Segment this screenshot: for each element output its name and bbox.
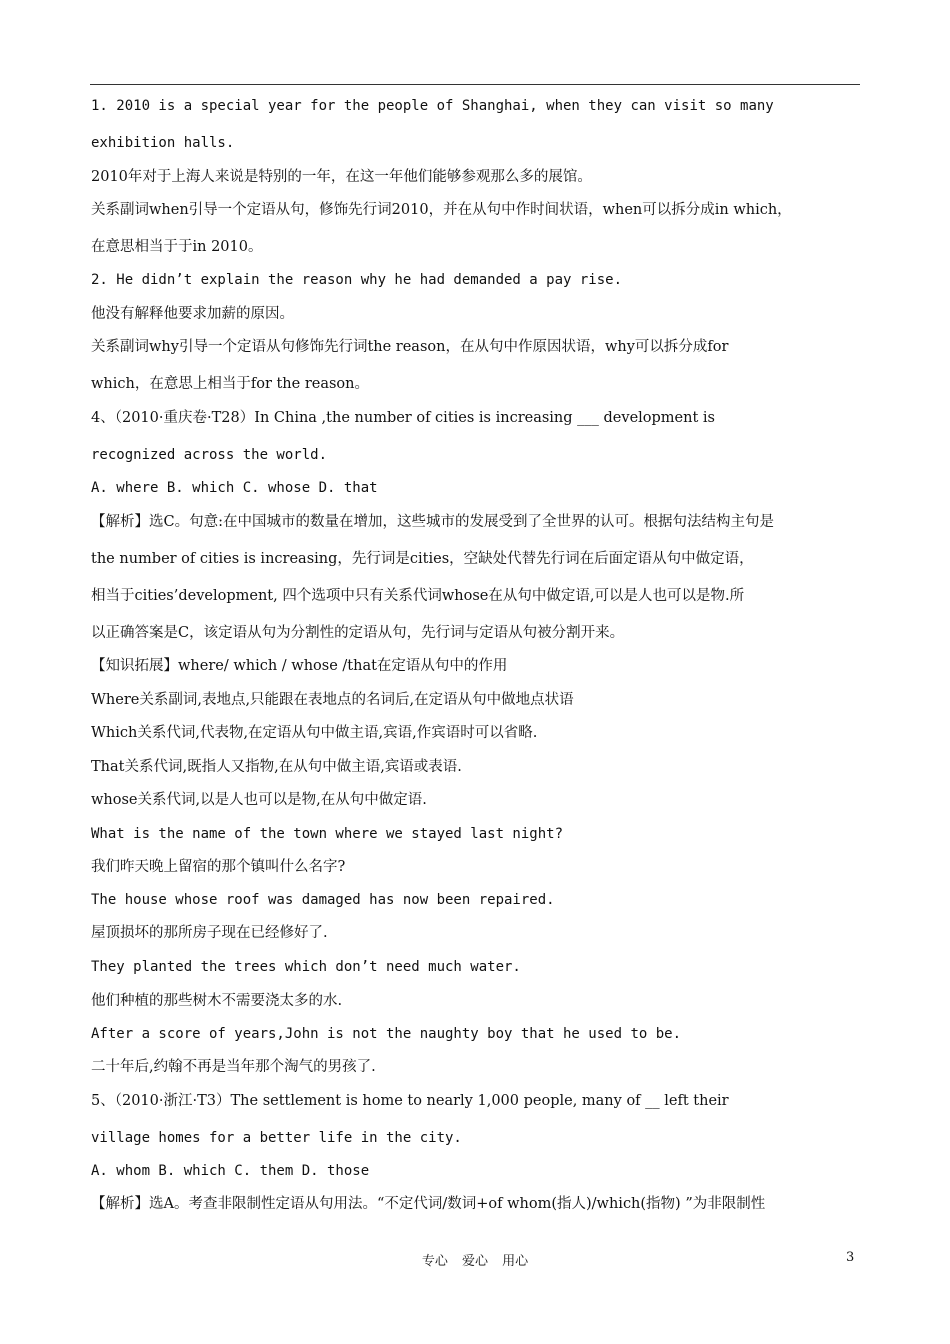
text-line: 相当于cities’development, 四个选项中只有关系代词whose在从句中做定语,可以是人也可以是物.所 (91, 588, 745, 604)
text-line: 他们种植的那些树木不需要浇太多的水. (91, 993, 343, 1009)
text-line: the number of cities is increasing，先行词是cities，空缺处代替先行词在后面定语从句中做定语， (91, 551, 754, 567)
text-line: village homes for a better life in the city. (91, 1130, 462, 1146)
text-line: Which关系代词,代表物,在定语从句中做主语,宾语,作宾语时可以省略. (91, 725, 538, 741)
text-line: 在意思相当于于in 2010。 (91, 239, 263, 255)
text-line: 5、（2010·浙江·T3）The settlement is home to nearly 1,000 people, many of __ left their (91, 1093, 729, 1109)
text-line: 2. He didn’t explain the reason why he had demanded a pay rise. (91, 272, 623, 288)
text-line: 【解析】选A。考查非限制性定语从句用法。“不定代词/数词+of whom(指人)/which(指物) ”为非限制性 (91, 1196, 766, 1212)
text-line: That关系代词,既指人又指物,在从句中做主语,宾语或表语. (91, 759, 462, 775)
text-line: 我们昨天晚上留宿的那个镇叫什么名字? (91, 859, 346, 875)
text-line: 他没有解释他要求加薪的原因。 (91, 306, 294, 322)
text-line: whose关系代词,以是人也可以是物,在从句中做定语. (91, 792, 427, 808)
text-line: What is the name of the town where we stayed last night? (91, 826, 564, 842)
text-line: Where关系副词,表地点,只能跟在表地点的名词后,在定语从句中做地点状语 (91, 692, 574, 708)
text-line: 二十年后,约翰不再是当年那个淘气的男孩了. (91, 1059, 376, 1075)
text-line: 以正确答案是C，该定语从句为分割性的定语从句，先行词与定语从句被分割开来。 (91, 625, 625, 641)
text-line: After a score of years,John is not the naughty boy that he used to be. (91, 1026, 682, 1042)
text-line: 2010年对于上海人来说是特别的一年，在这一年他们能够参观那么多的展馆。 (91, 169, 592, 185)
text-line: 4、（2010·重庆卷·T28）In China ,the number of cities is increasing ___ development is (91, 410, 715, 426)
text-line: exhibition halls. (91, 135, 235, 151)
text-line: The house whose roof was damaged has now been repaired. (91, 892, 555, 908)
text-line: 【解析】选C。句意:在中国城市的数量在增加，这些城市的发展受到了全世界的认可。根据句法结构主句是 (91, 514, 774, 530)
text-line: which，在意思上相当于for the reason。 (91, 376, 370, 392)
header-rule (90, 84, 860, 85)
text-line: recognized across the world. (91, 447, 328, 463)
text-line: 【知识拓展】where/ which / whose /that在定语从句中的作用 (91, 658, 508, 674)
footer-motto: 专心 爱心 用心 (421, 1254, 529, 1269)
page-number: 3 (846, 1250, 855, 1265)
text-line: A. where B. which C. whose D. that (91, 480, 378, 496)
text-line: A. whom B. which C. them D. those (91, 1163, 370, 1179)
text-line: 屋顶损坏的那所房子现在已经修好了. (91, 925, 328, 941)
text-line: 关系副词why引导一个定语从句修饰先行词the reason，在从句中作原因状语，why可以拆分成for (91, 339, 729, 355)
text-line: 1. 2010 is a special year for the people of Shanghai, when they can visit so many (91, 98, 774, 114)
text-line: They planted the trees which don’t need much water. (91, 959, 521, 975)
text-line: 关系副词when引导一个定语从句，修饰先行词2010，并在从句中作时间状语，when可以拆分成in which， (91, 202, 792, 218)
